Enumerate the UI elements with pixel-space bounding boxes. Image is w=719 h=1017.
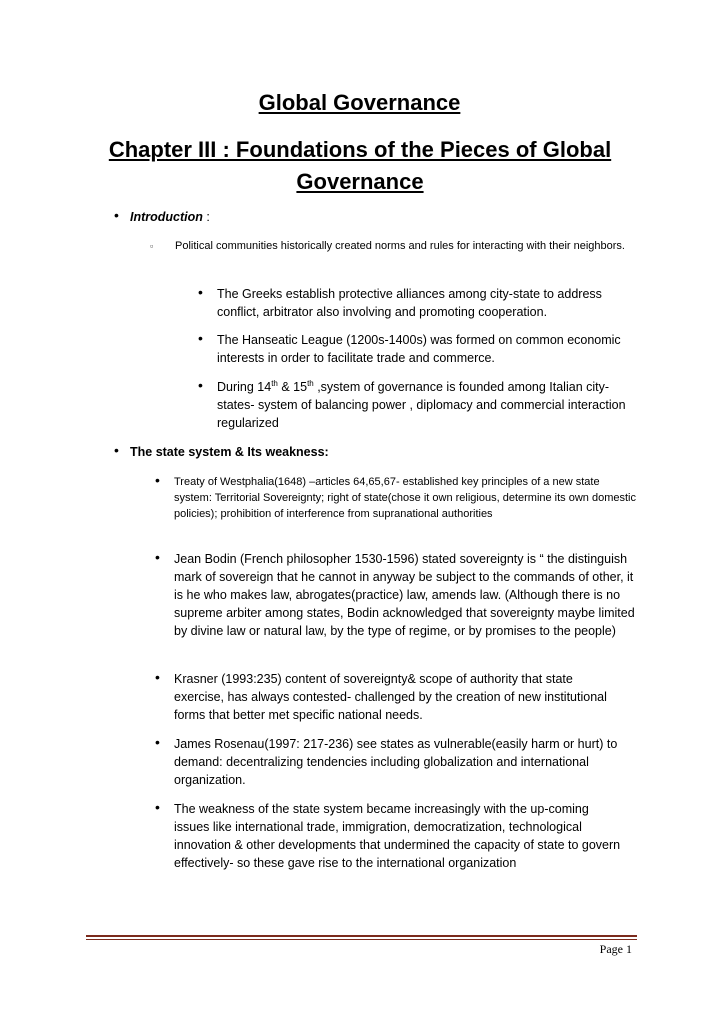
bullet-icon: • <box>114 442 119 458</box>
bullet-icon: • <box>155 549 160 565</box>
state-system-heading: The state system & Its weakness: <box>130 445 329 459</box>
bullet-icon: • <box>114 207 119 223</box>
intro-item-text: During 14 <box>217 380 272 394</box>
intro-item: The Greeks establish protective alliances among city-state to address conflict, arbitrator also involving and promoting cooperation. <box>217 287 602 319</box>
page-number: Page 1 <box>599 942 632 956</box>
state-item: The weakness of the state system became increasingly with the up-coming issues like international trade, immigration, democratization, technological innovation & other developments that undermined the capacity of state to govern effectively- so these gave rise to the international organization <box>174 802 621 870</box>
intro-item-text: ,system of governance is founded among Italian city-states- system of balancing power , diplomacy and commercial interaction regularized <box>217 380 626 430</box>
bullet-icon: • <box>155 734 160 750</box>
bullet-icon: • <box>155 799 160 815</box>
intro-item <box>217 378 637 432</box>
intro-item-text: & 15 <box>277 380 308 394</box>
state-item: James Rosenau(1997: 217-236) see states as vulnerable(easily harm or hurt) to demand: decentralizing tendencies including globalization and international organization. <box>174 737 618 787</box>
intro-heading-suffix: : <box>202 210 210 224</box>
bullet-icon: • <box>198 377 203 393</box>
superscript: th <box>307 378 314 388</box>
state-item: Jean Bodin (French philosopher 1530-1596) stated sovereignty is “ the distinguish mark of sovereign that he cannot in anyway be subject to the commands of other, it is he who makes law, abrogates(practice) law, amends law. (Although there is no supreme arbiter among states, Bodin acknowledged that sovereignty maybe limited by divine law or natural law, by the type of regime, or by promises to the people) <box>174 552 635 638</box>
bullet-icon: • <box>198 330 203 346</box>
bullet-icon: • <box>198 284 203 300</box>
bullet-icon: • <box>155 669 160 685</box>
bullet-icon: • <box>155 472 160 488</box>
intro-subtext: Political communities historically created norms and rules for interacting with their neighbors. <box>175 240 625 252</box>
footer-rule-thin <box>86 939 637 940</box>
intro-heading-line <box>130 208 210 226</box>
state-item: Krasner (1993:235) content of sovereignty& scope of authority that state exercise, has always contested- challenged by the creation of new institutional forms that better met specific national needs. <box>174 672 607 722</box>
footer-rule <box>86 935 637 937</box>
intro-item: The Hanseatic League (1200s-1400s) was formed on common economic interests in order to facilitate trade and commerce. <box>217 333 621 365</box>
intro-heading: Introduction <box>130 210 203 224</box>
superscript: th <box>271 378 278 388</box>
state-item: Treaty of Westphalia(1648) –articles 64,65,67- established key principles of a new state system: Territorial Sovereignty; right of state(chose it own religious, determine its own domestic policies); prohibition of interference from supranational authorities <box>174 476 636 520</box>
square-bullet-icon: ▫ <box>150 241 154 251</box>
document-title: Global Governance <box>258 90 461 115</box>
chapter-title: Chapter III : Foundations of the Pieces of Global Governance <box>108 137 612 194</box>
